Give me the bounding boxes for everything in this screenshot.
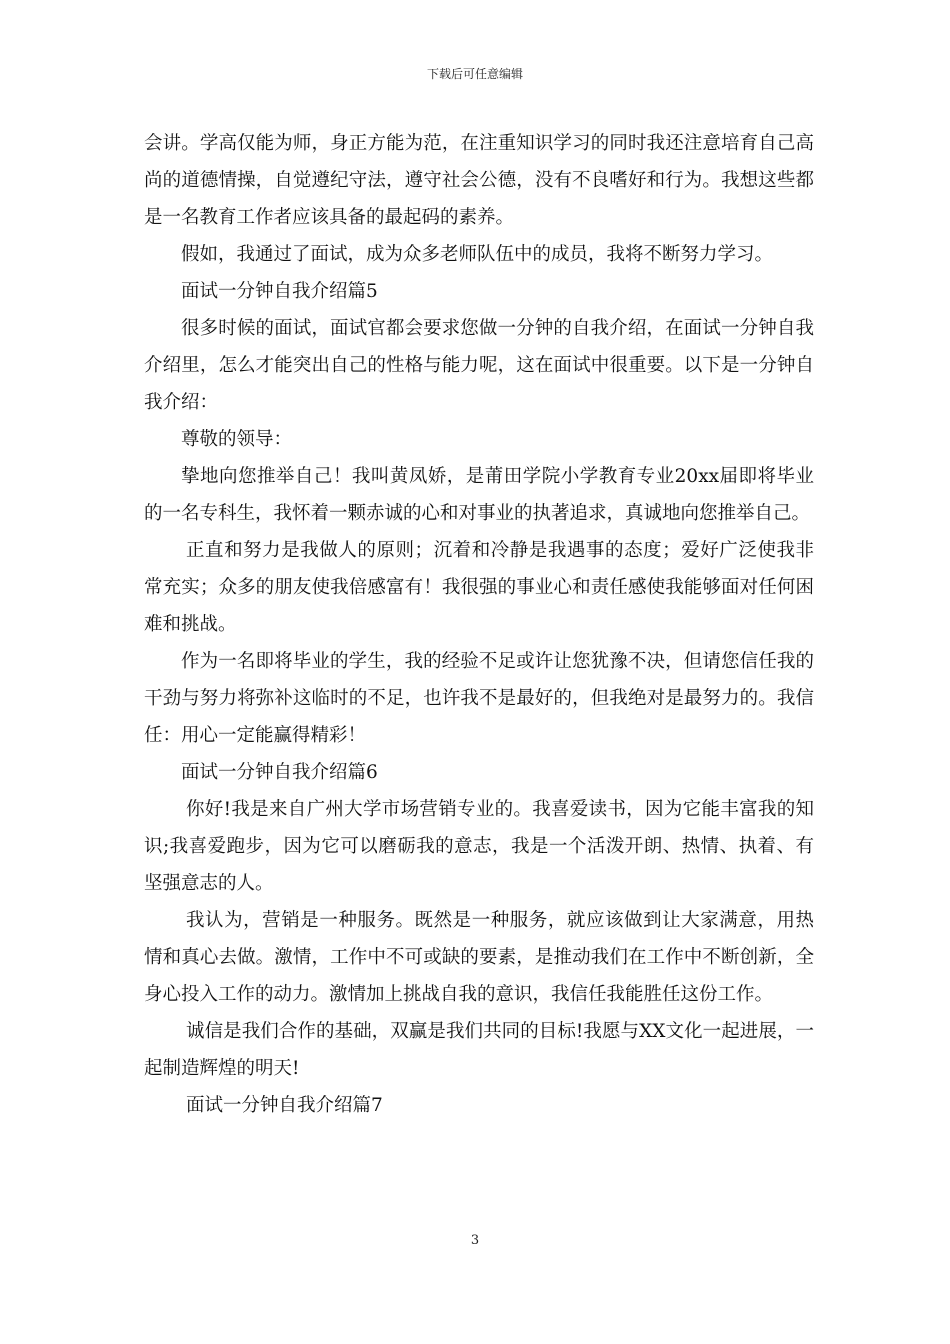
paragraph: 假如，我通过了面试，成为众多老师队伍中的成员，我将不断努力学习。 — [181, 244, 774, 265]
paragraph: 诚信是我们合作的基础，双赢是我们共同的目标!我愿与XX文化一起进展，一起制造辉煌的明天! — [144, 1021, 814, 1079]
paragraph: 正直和努力是我做人的原则；沉着和冷静是我遇事的态度；爱好广泛使我非常充实；众多的朋友使我倍感富有！我很强的事业心和责任感使我能够面对任何困难和挑战。 — [144, 540, 814, 635]
paragraph: 作为一名即将毕业的学生，我的经验不足或许让您犹豫不决，但请您信任我的干劲与努力将弥补这临时的不足，也许我不是最好的，但我绝对是最努力的。我信任：用心一定能赢得精彩！ — [144, 651, 814, 746]
paragraph: 挚地向您推举自己！我叫黄凤娇，是莆田学院小学教育专业20xx届即将毕业的一名专科生，我怀着一颗赤诚的心和对事业的执著追求，真诚地向您推举自己。 — [144, 466, 814, 524]
paragraph: 你好!我是来自广州大学市场营销专业的。我喜爱读书，因为它能丰富我的知识;我喜爱跑步，因为它可以磨砺我的意志，我是一个活泼开朗、热情、执着、有坚强意志的人。 — [144, 799, 814, 894]
section-heading: 面试一分钟自我介绍篇7 — [186, 1095, 383, 1116]
section-heading: 面试一分钟自我介绍篇6 — [181, 762, 378, 783]
page-number: 3 — [470, 1233, 480, 1248]
section-heading: 面试一分钟自我介绍篇5 — [181, 281, 378, 302]
document-body — [144, 125, 814, 1124]
paragraph: 我认为，营销是一种服务。既然是一种服务，就应该做到让大家满意，用热情和真心去做。激情，工作中不可或缺的要素，是推动我们在工作中不断创新，全身心投入工作的动力。激情加上挑战自我的意识，我信任我能胜任这份工作。 — [144, 910, 814, 1005]
salutation: 尊敬的领导： — [181, 429, 293, 450]
paragraph: 很多时候的面试，面试官都会要求您做一分钟的自我介绍，在面试一分钟自我介绍里，怎么才能突出自己的性格与能力呢，这在面试中很重要。以下是一分钟自我介绍： — [144, 318, 814, 413]
page-header-note: 下载后可任意编辑 — [426, 67, 523, 81]
paragraph-continuation: 会讲。学高仅能为师，身正方能为范，在注重知识学习的同时我还注意培育自己高尚的道德情操，自觉遵纪守法，遵守社会公德，没有不良嗜好和行为。我想这些都是一名教育工作者应该具备的最起码的素养。 — [144, 133, 814, 228]
